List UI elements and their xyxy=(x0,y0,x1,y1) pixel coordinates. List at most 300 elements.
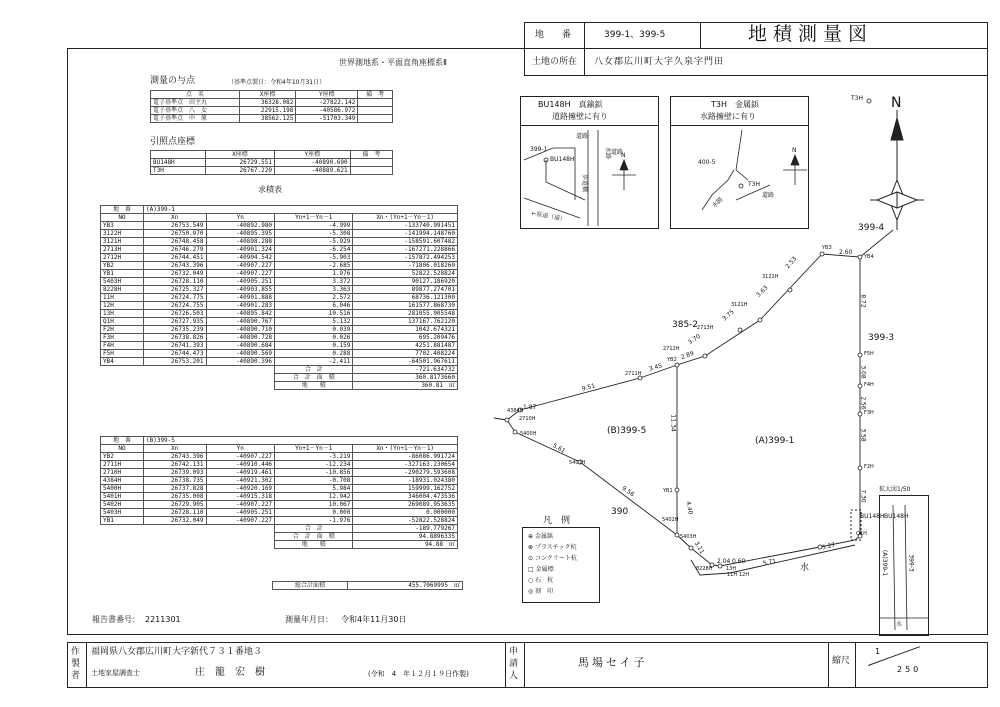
gp-h2: Y座標 xyxy=(296,91,358,99)
t1-cell: -40903.855 xyxy=(206,286,275,294)
t2-cell: 12.942 xyxy=(275,493,353,501)
t2-cell: 26739.093 xyxy=(144,469,207,477)
plan-parcel-b: (B)399-5 xyxy=(607,426,647,436)
t2-cell: 26743.396 xyxy=(144,453,207,461)
t1-cell: -40895.395 xyxy=(206,230,275,238)
t1-cell: -71806.018260 xyxy=(353,262,458,270)
t1-cell: -40898.288 xyxy=(206,238,275,246)
t1-cell: YB2 xyxy=(101,262,144,270)
t1-cell: 26735.239 xyxy=(144,326,207,334)
coordinate-system: 世界測地系・平面直角座標系Ⅱ xyxy=(339,58,447,67)
inset1-compass xyxy=(612,160,636,190)
t2-h4: Xn・(Yn+1－Yn－1) xyxy=(353,445,458,453)
dist-12: 4.40 xyxy=(684,500,694,516)
t1-cell: -167271.228866 xyxy=(353,246,458,254)
t2-cell: -52822.528824 xyxy=(353,517,458,525)
t1-cell: -141994.148760 xyxy=(353,230,458,238)
t1-h4: Xn・(Yn+1－Yn－1) xyxy=(353,214,458,222)
rp-r1c2: -40889.621 xyxy=(275,167,351,175)
boundary-point-marker xyxy=(858,466,862,470)
dist-3: 3.63 xyxy=(755,284,770,299)
plan-3121h: 3121H xyxy=(731,302,748,308)
plan-f4h: F4H xyxy=(864,382,874,388)
applicant-side-label: 申請人 xyxy=(509,647,519,681)
t2-cell: -86086.991724 xyxy=(353,453,458,461)
dist-19: 3.58 xyxy=(859,428,867,442)
t1-cell: -6.254 xyxy=(275,246,353,254)
t2-cell: YB1 xyxy=(101,517,144,525)
legend-symbol-icon: ⊗ xyxy=(528,544,535,551)
inset1-dir: ←県道（道） xyxy=(530,210,567,223)
location-value: 八女郡広川町大字久泉字門田 xyxy=(594,57,725,67)
t1-cell: YB1 xyxy=(101,270,144,278)
plan-t3h: T3H xyxy=(851,95,863,102)
t2-cell: -290279.593608 xyxy=(353,469,458,477)
boundary-point-marker xyxy=(758,318,762,322)
author-role: 土地家屋調査士 xyxy=(91,669,140,677)
plan-399-3: 399-3 xyxy=(868,333,895,343)
dist-6: 2.89 xyxy=(680,349,695,362)
inset2-wall xyxy=(736,130,748,180)
plan-q1h: Q1H xyxy=(856,531,867,537)
t1-cell: 10.516 xyxy=(275,310,353,318)
gp-r0c0: 電子基準点 田主丸 xyxy=(151,99,240,107)
plan-f5h: F5H xyxy=(864,351,874,357)
boundary-point-marker xyxy=(858,384,862,388)
plan-5401h: 5401H xyxy=(569,460,586,466)
t2-chiseki-value: 94.88 ㎡ xyxy=(353,541,458,549)
inset1-compass-n: N xyxy=(621,152,626,159)
legend-item-label: 金属標 xyxy=(535,566,554,573)
t2-h1: Xn xyxy=(144,445,207,453)
plan-399-4: 399-4 xyxy=(858,223,885,233)
t1-cell: -4.999 xyxy=(275,222,353,230)
detail-water: 水 xyxy=(896,621,903,628)
plan-8228h: 8228H xyxy=(696,566,713,572)
survey-date-label: 測量年月日： xyxy=(285,615,333,624)
scale-label: 縮尺 xyxy=(832,656,851,666)
t1-cell: -64501.967611 xyxy=(353,358,458,366)
t1-cell: 68736.121300 xyxy=(353,294,458,302)
dist-10: 5.61 xyxy=(551,442,567,455)
t2-cell: 0.000000 xyxy=(353,509,458,517)
dist-20: 2.56 xyxy=(859,396,867,410)
detail-399-3: 399-3 xyxy=(907,554,915,572)
dist-18: 7.30 xyxy=(859,489,867,503)
inset2-p2: T3H xyxy=(748,181,760,188)
t1-cell: F5H xyxy=(101,350,144,358)
t2-cell: 2711H xyxy=(101,461,144,469)
t1-cell: 90127.186920 xyxy=(353,278,458,286)
report-label: 報告書番号： xyxy=(92,615,140,624)
t1-chiban-value: (A)399-1 xyxy=(144,206,458,214)
inset1-p1: 399-1 xyxy=(530,146,548,153)
gp-h3: 備 考 xyxy=(358,91,393,99)
survey-date-value: 令和4年11月30日 xyxy=(341,615,407,624)
legend-item-label: プラスチック杭 xyxy=(534,544,577,551)
rp-r1c1: 26767.220 xyxy=(206,167,275,175)
given-points-heading: 測量の与点 xyxy=(150,76,196,86)
t1-cell: -40890.728 xyxy=(206,334,275,342)
t2-cell: 26732.049 xyxy=(144,517,207,525)
legend-symbol-icon: ⊙ xyxy=(528,555,535,562)
inset1-ditch: 道路 xyxy=(611,149,624,156)
t1-cell: 161577.868730 xyxy=(353,302,458,310)
outer-line-east xyxy=(860,230,893,257)
plan-parcel-a: (A)399-1 xyxy=(755,436,795,446)
plan-5403h: 5403H xyxy=(680,534,697,540)
dist-11: 9.56 xyxy=(620,484,636,499)
plan-13h: 13H xyxy=(726,566,737,572)
t1-cell: 3.372 xyxy=(275,278,353,286)
gp-r1c1: 22915.198 xyxy=(239,107,296,115)
legend-symbol-icon: □ xyxy=(528,566,536,573)
reference-points-heading: 引照点座標 xyxy=(150,137,196,147)
t1-cell: 26727.935 xyxy=(144,318,207,326)
t2-cell: -40919.461 xyxy=(206,469,275,477)
dist-5: 3.70 xyxy=(686,332,702,347)
t1-cell: 6.046 xyxy=(275,302,353,310)
t1-cell: -133740.991451 xyxy=(353,222,458,230)
t1-area-label: 合 計 面 積 xyxy=(275,374,353,382)
boundary-point-marker xyxy=(867,99,871,103)
t2-h2: Yn xyxy=(206,445,275,453)
inset1-water: 水路 xyxy=(604,146,612,160)
rp-r0c2: -40890.690 xyxy=(275,159,351,167)
gp-r1c2: -40586.972 xyxy=(296,107,358,115)
legend-symbol-icon: ⊕ xyxy=(528,533,535,540)
t1-chiban-label: 地 番 xyxy=(101,206,144,214)
t2-cell: 10.067 xyxy=(275,501,353,509)
gp-r1c0: 電子基準点 八 女 xyxy=(151,107,240,115)
t1-cell: 11H xyxy=(101,294,144,302)
total-area-label: 総合計面積 xyxy=(273,582,348,590)
rp-h1: X座標 xyxy=(206,151,275,159)
t2-cell: 269089.953635 xyxy=(353,501,458,509)
author-name: 庄 籠 宏 樹 xyxy=(195,667,265,678)
t1-cell: 26744.473 xyxy=(144,350,207,358)
legend-symbol-icon: ◎ xyxy=(528,588,536,595)
rp-r1c0: T3H xyxy=(151,167,206,175)
inset2-t3h-mark xyxy=(739,184,743,188)
t1-cell: -157872.494253 xyxy=(353,254,458,262)
t1-cell: 7702.408224 xyxy=(353,350,458,358)
gp-h1: X座標 xyxy=(239,91,296,99)
t1-cell: 26746.279 xyxy=(144,246,207,254)
location-label: 土地の所在 xyxy=(532,57,578,67)
t2-area-label: 合 計 面 積 xyxy=(275,533,353,541)
t1-cell: 5403H xyxy=(101,278,144,286)
t1-cell: 8228H xyxy=(101,286,144,294)
gp-r0c1: 36328.082 xyxy=(239,99,296,107)
author-date: (令和 4 年１２月１９日作製) xyxy=(368,670,469,678)
t2-chiban-value: (B)399-5 xyxy=(144,437,458,445)
gp-r2c0: 電子基準点 中 原 xyxy=(151,115,240,123)
t1-cell: 26724.775 xyxy=(144,294,207,302)
t1-cell: 26738.826 xyxy=(144,334,207,342)
t1-cell: 26732.049 xyxy=(144,270,207,278)
north-arrow xyxy=(870,110,924,230)
t2-h3: Yn+1－Yn－1 xyxy=(275,445,353,453)
inset1-wall xyxy=(546,160,589,200)
t2-cell: -40907.227 xyxy=(206,453,275,461)
t1-cell: -40901.283 xyxy=(206,302,275,310)
rp-h2: Y座標 xyxy=(275,151,351,159)
boundary-point-marker xyxy=(513,430,517,434)
dist-1: 2.60 xyxy=(839,249,853,256)
gp-r2c2: -51703.349 xyxy=(296,115,358,123)
rp-h3: 備 考 xyxy=(350,151,392,159)
t2-chiban-label: 地 番 xyxy=(101,437,144,445)
t2-chiseki-label: 地 積 xyxy=(275,541,353,549)
plan-2713h: 2713H xyxy=(697,325,714,331)
inset1-title: BU148H 真鍮鋲 xyxy=(538,100,603,109)
t1-cell: -40890.767 xyxy=(206,318,275,326)
t1-cell: 26741.393 xyxy=(144,342,207,350)
t1-cell: 26750.970 xyxy=(144,230,207,238)
boundary-point-marker xyxy=(858,353,862,357)
plan-11h: 11H xyxy=(727,572,738,578)
gp-r0c2: -27822.142 xyxy=(296,99,358,107)
t1-sum-value: -721.634732 xyxy=(353,366,458,374)
boundary-point-marker xyxy=(858,255,862,259)
inset2-title: T3H 金属鋲 xyxy=(711,100,759,109)
t1-cell: F4H xyxy=(101,342,144,350)
parcel-b-boundary xyxy=(507,362,677,535)
t2-cell: -1.976 xyxy=(275,517,353,525)
author-side-label: 作製者 xyxy=(71,647,81,681)
t1-cell: 0.026 xyxy=(275,334,353,342)
t2-cell: -40907.227 xyxy=(206,517,275,525)
t2-cell: 26737.828 xyxy=(144,485,207,493)
plan-yb1: YB1 xyxy=(663,488,673,494)
t2-cell: 5402H xyxy=(101,501,144,509)
t1-cell: 12H xyxy=(101,302,144,310)
t1-cell: 26743.396 xyxy=(144,262,207,270)
dist-21: 3.08 xyxy=(859,365,867,379)
t1-h0: NO xyxy=(101,214,144,222)
t2-cell: 0.000 xyxy=(275,509,353,517)
dist-22: 8.72 xyxy=(859,294,867,308)
boundary-point-marker xyxy=(675,363,679,367)
inset2-water: 水路 xyxy=(710,195,725,210)
t2-cell: 26738.735 xyxy=(144,477,207,485)
parcel-a-boundary xyxy=(677,254,860,566)
dist-7: 3.45 xyxy=(648,362,663,373)
t2-cell: YB2 xyxy=(101,453,144,461)
detail-label: 拡大図1/50 xyxy=(879,486,911,493)
rp-r0c0: BU148H xyxy=(151,159,206,167)
t2-cell: -3.219 xyxy=(275,453,353,461)
t1-h1: Xn xyxy=(144,214,207,222)
t1-h3: Yn+1－Yn－1 xyxy=(275,214,353,222)
inset1-road: 道路 xyxy=(576,133,589,140)
boundary-point-marker xyxy=(675,533,679,537)
dist-16: 5.71 xyxy=(762,557,777,568)
inset2-p1: 400-5 xyxy=(698,159,716,166)
dist-17: 5.27 xyxy=(821,541,836,552)
t2-cell: -40920.169 xyxy=(206,485,275,493)
t1-cell: -40890.396 xyxy=(206,358,275,366)
t1-cell: -40890.569 xyxy=(206,350,275,358)
t1-cell: 2712H xyxy=(101,254,144,262)
t1-cell: 26726.503 xyxy=(144,310,207,318)
legend-item-label: 金属鋲 xyxy=(534,533,553,540)
dist-2: 2.53 xyxy=(784,255,799,271)
plan-2710h: 2710H xyxy=(519,416,536,422)
inset1-subtitle: 道路擁壁に有り xyxy=(552,112,608,121)
t1-chiseki-value: 360.81 ㎡ xyxy=(353,382,458,390)
t1-cell: -40892.980 xyxy=(206,222,275,230)
t1-cell: -40907.227 xyxy=(206,270,275,278)
t1-cell: 4251.881487 xyxy=(353,342,458,350)
detail-399-1: (A)399-1 xyxy=(881,549,889,577)
t2-cell: 346004.473536 xyxy=(353,493,458,501)
t2-cell: 5401H xyxy=(101,493,144,501)
plan-385-2: 385-2 xyxy=(672,320,699,330)
t2-cell: 26729.905 xyxy=(144,501,207,509)
t1-cell: 13H xyxy=(101,310,144,318)
inset2-map xyxy=(702,130,770,210)
author-address: 福岡県八女郡広川町大字新代７３１番地３ xyxy=(91,647,263,657)
plan-yb3: YB3 xyxy=(822,245,832,251)
legend-item-label: コンクリート杭 xyxy=(534,555,577,562)
given-points-note: （基準点製日：令和4年10月31日） xyxy=(228,79,326,86)
t1-cell: -40904.542 xyxy=(206,254,275,262)
scale-numerator: 1 xyxy=(875,647,881,656)
t1-cell: F2H xyxy=(101,326,144,334)
applicant-name: 馬場セイ子 xyxy=(578,656,648,669)
t1-cell: -40901.324 xyxy=(206,246,275,254)
t1-cell: 3122H xyxy=(101,230,144,238)
boundary-point-marker xyxy=(703,354,707,358)
legend-symbol-icon: ○ xyxy=(528,577,536,584)
dist-23: 11.34 xyxy=(669,414,677,432)
inset1-walk: 歩道橋 xyxy=(581,173,589,193)
t2-cell: 4384H xyxy=(101,477,144,485)
dist-13: 3.11 xyxy=(692,540,706,556)
t2-cell: -40910.446 xyxy=(206,461,275,469)
t2-cell: 159999.162752 xyxy=(353,485,458,493)
t1-cell: -40905.251 xyxy=(206,278,275,286)
dist-14: 2.04 xyxy=(717,558,731,565)
t1-cell: -40907.227 xyxy=(206,262,275,270)
dist-15: 0.60 xyxy=(732,558,746,565)
plan-4384h: 4384H xyxy=(507,408,524,414)
t2-cell: 26728.110 xyxy=(144,509,207,517)
plan-3122h: 3122H xyxy=(762,274,779,280)
t2-cell: -10.856 xyxy=(275,469,353,477)
t1-cell: 26725.327 xyxy=(144,286,207,294)
rp-r0c1: 26729.551 xyxy=(206,159,275,167)
scale-denominator: 250 xyxy=(897,665,922,674)
boundary-point-marker xyxy=(788,288,792,292)
t2-cell: -40921.302 xyxy=(206,477,275,485)
boundary-point-marker xyxy=(738,328,742,332)
plan-yb2: YB2 xyxy=(667,357,677,363)
legend-item-label: 刻 印 xyxy=(535,588,554,595)
plan-390: 390 xyxy=(611,507,629,517)
t2-cell: 2710H xyxy=(101,469,144,477)
chiban-label: 地 番 xyxy=(535,30,572,40)
t1-cell: 3.363 xyxy=(275,286,353,294)
t1-cell: Q1H xyxy=(101,318,144,326)
plan-water: 水 xyxy=(800,563,810,573)
t1-cell: -5.903 xyxy=(275,254,353,262)
t1-cell: 26753.549 xyxy=(144,222,207,230)
boundary-point-marker xyxy=(675,488,679,492)
t1-cell: 0.288 xyxy=(275,350,353,358)
t2-sum-value: -189.779267 xyxy=(353,525,458,533)
t1-cell: -40901.888 xyxy=(206,294,275,302)
t1-cell: 5.132 xyxy=(275,318,353,326)
plan-12h: 12H xyxy=(739,572,750,578)
t1-cell: 695.209476 xyxy=(353,334,458,342)
t1-cell: 0.159 xyxy=(275,342,353,350)
t2-cell: -0.708 xyxy=(275,477,353,485)
dist-9: 1.87 xyxy=(523,404,537,411)
plan-yb4: YB4 xyxy=(864,254,874,260)
t1-cell: -2.685 xyxy=(275,262,353,270)
t1-cell: -5.308 xyxy=(275,230,353,238)
t1-sum-label: 合 計 xyxy=(275,366,353,374)
t2-cell: -40915.318 xyxy=(206,493,275,501)
gp-h0: 点 名 xyxy=(151,91,240,99)
t2-cell: -12.234 xyxy=(275,461,353,469)
t1-cell: 26728.110 xyxy=(144,278,207,286)
t1-cell: -5.929 xyxy=(275,238,353,246)
t1-cell: F3H xyxy=(101,334,144,342)
t2-cell: -40905.251 xyxy=(206,509,275,517)
plan-5400h: 5400H xyxy=(520,431,537,437)
t1-cell: 3121H xyxy=(101,238,144,246)
boundary-point-marker xyxy=(858,412,862,416)
inset2-subtitle: 水路擁壁に有り xyxy=(700,112,756,121)
t1-cell: -158591.607482 xyxy=(353,238,458,246)
t1-cell: -40890.710 xyxy=(206,326,275,334)
detail-bu148h: BU148H xyxy=(884,513,909,520)
plan-5402h: 5402H xyxy=(662,517,679,523)
dist-8: 9.51 xyxy=(581,382,596,393)
plan-bu148h: BU148H xyxy=(860,513,885,520)
t2-cell: 5403H xyxy=(101,509,144,517)
t1-area-value: 360.8173660 xyxy=(353,374,458,382)
plan-2711h: 2711H xyxy=(625,371,642,377)
t1-chiseki-label: 地 積 xyxy=(275,382,353,390)
plan-north: N xyxy=(891,95,902,111)
t1-cell: -40890.684 xyxy=(206,342,275,350)
t1-cell: -40895.842 xyxy=(206,310,275,318)
inset1-p2: BU148H xyxy=(550,156,575,163)
t2-h0: NO xyxy=(101,445,144,453)
boundary-point-marker xyxy=(820,252,824,256)
document-title: 地積測量図 xyxy=(748,23,874,45)
dist-4: 3.75 xyxy=(720,308,736,323)
t1-cell: -2.411 xyxy=(275,358,353,366)
t2-cell: -18931.024380 xyxy=(353,477,458,485)
t2-area-value: 94.8896335 xyxy=(353,533,458,541)
inset2-compass-n: N xyxy=(792,147,797,154)
t1-cell: YB3 xyxy=(101,222,144,230)
t2-cell: -40907.227 xyxy=(206,501,275,509)
t2-cell: 5.984 xyxy=(275,485,353,493)
t1-cell: 52822.528824 xyxy=(353,270,458,278)
t2-cell: 5400H xyxy=(101,485,144,493)
t1-cell: 137167.762120 xyxy=(353,318,458,326)
t2-cell: 26735.008 xyxy=(144,493,207,501)
gp-r2c1: 38562.125 xyxy=(239,115,296,123)
t1-cell: 26748.458 xyxy=(144,238,207,246)
